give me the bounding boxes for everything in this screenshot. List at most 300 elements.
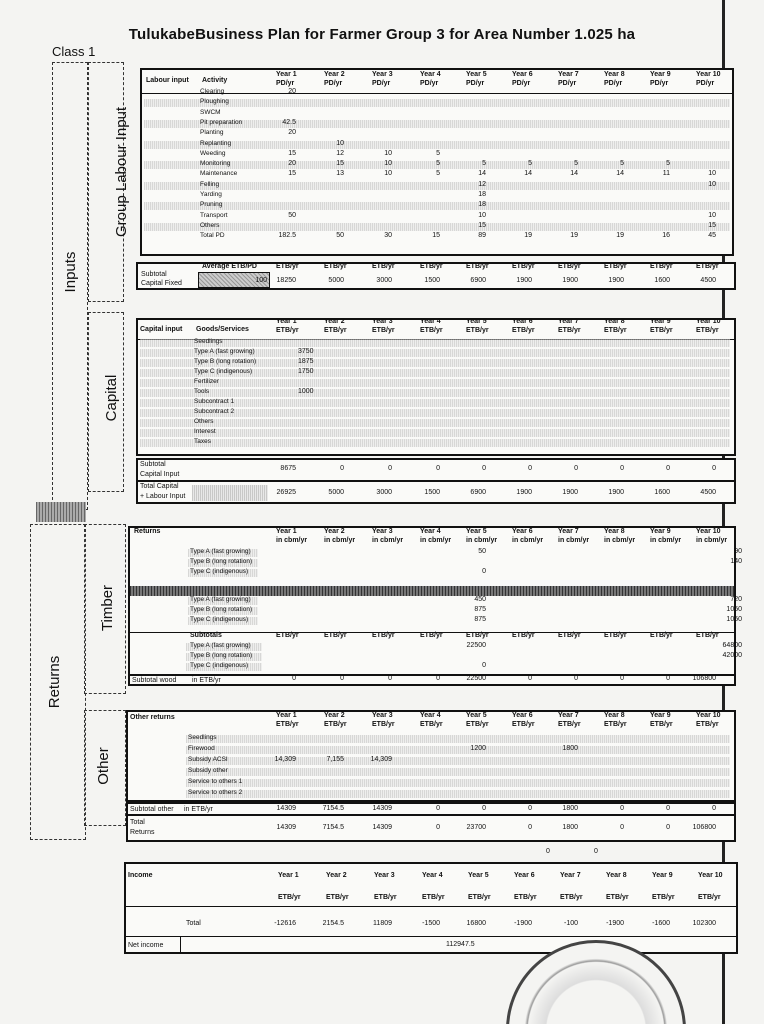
subtotal-label: Subtotal — [141, 271, 167, 278]
labour-row-shade — [144, 141, 730, 149]
labour-year-1: Year 1 — [276, 71, 297, 78]
other-year-5: Year 5 — [466, 712, 487, 719]
extra-zero-2: 0 — [594, 848, 598, 855]
labour-cell: 45 — [708, 232, 716, 240]
capital-item-7: Subcontract 2 — [194, 408, 235, 415]
capital-unit-1: ETB/yr — [276, 327, 299, 334]
capital-item-0: Seedlings — [194, 338, 223, 345]
labour-cell: 15 — [708, 221, 716, 229]
timber-year-8: Year 8 — [604, 528, 625, 535]
timber-c-y10: 42000 — [722, 652, 742, 659]
extra-zero-1: 0 — [546, 848, 550, 855]
total-returns-cell: 0 — [620, 824, 624, 831]
timber-year-6: Year 6 — [512, 528, 533, 535]
income-label: Income — [128, 872, 153, 879]
labour-subtotal-cell: 5000 — [328, 277, 344, 284]
timber-subtotal-cell: 0 — [666, 675, 670, 682]
other-year-2: Year 2 — [324, 712, 345, 719]
capital-total-cell: 4500 — [700, 489, 716, 496]
total-returns-cell: 0 — [528, 824, 532, 831]
capital-value-5: 1000 — [298, 388, 314, 395]
labour-year-2: Year 2 — [324, 71, 345, 78]
income-unit: ETB/yr — [326, 894, 349, 901]
capital-unit-7: ETB/yr — [558, 327, 581, 334]
income-total-cell: 2154.5 — [322, 920, 344, 927]
capital-value-3: 1750 — [298, 368, 314, 375]
income-unit: ETB/yr — [278, 894, 301, 901]
timber-a-name-0: Type A (fast growing) — [190, 548, 251, 555]
timber-etb-unit: ETB/yr — [466, 632, 489, 639]
labour-year-3: Year 3 — [372, 71, 393, 78]
labour-cell: 10 — [478, 211, 486, 219]
capital-year-8: Year 8 — [604, 318, 625, 325]
labour-avg-unit: ETB/yr — [604, 263, 627, 270]
labour-cell: 20 — [288, 129, 296, 137]
labour-activity-10: Yarding — [200, 191, 222, 198]
capital-year-1: Year 1 — [276, 318, 297, 325]
income-year-2: Year 2 — [326, 872, 347, 879]
other-row-shade — [186, 790, 730, 798]
income-year-6: Year 6 — [514, 872, 535, 879]
income-col-rule — [180, 936, 181, 954]
labour-activity-14: Total PD — [200, 232, 225, 240]
other-label: Other — [95, 747, 112, 785]
labour-year-6: Year 6 — [512, 71, 533, 78]
capital-label: Capital — [103, 374, 120, 422]
capital-unit-5: ETB/yr — [466, 327, 489, 334]
other-subtotal-cell: 0 — [482, 805, 486, 812]
labour-cell: 10 — [384, 160, 392, 168]
labour-cell: 5 — [620, 160, 624, 168]
labour-unit-7: PD/yr — [558, 80, 577, 87]
inputs-label: Inputs — [62, 251, 79, 293]
timber-etb-unit: ETB/yr — [604, 632, 627, 639]
class-label: Class 1 — [52, 44, 96, 59]
labour-cell: 5 — [436, 170, 440, 178]
timber-subtotal-cell: 0 — [574, 675, 578, 682]
labour-cell: 89 — [478, 232, 486, 240]
labour-year-5: Year 5 — [466, 71, 487, 78]
labour-activity-13: Others — [200, 221, 220, 229]
capital-unit-2: ETB/yr — [324, 327, 347, 334]
labour-avg-unit: ETB/yr — [466, 263, 489, 270]
capital-value-1: 3750 — [298, 348, 314, 355]
goods-services-header: Goods/Services — [196, 326, 249, 333]
labour-row-shade — [144, 99, 730, 107]
labour-unit-8: PD/yr — [604, 80, 623, 87]
income-total-cell: -1500 — [422, 920, 440, 927]
capital-item-5: Tools — [194, 388, 210, 395]
capital-unit-4: ETB/yr — [420, 327, 443, 334]
labour-year-9: Year 9 — [650, 71, 671, 78]
labour-cell: 19 — [616, 232, 624, 240]
timber-etb-unit: ETB/yr — [276, 632, 299, 639]
labour-cell: 5 — [436, 149, 440, 157]
income-unit: ETB/yr — [422, 894, 445, 901]
timber-divider-bar — [130, 586, 734, 596]
capital-total-cell: 6900 — [470, 489, 486, 496]
timber-c-name-2: Type C (indigenous) — [190, 662, 249, 669]
capital-fixed-label: Capital Fixed — [141, 280, 182, 287]
labour-subtotal-cell: 1600 — [654, 277, 670, 284]
other-returns-header: Other returns — [130, 714, 175, 721]
other-item-5: Service to others 2 — [188, 789, 243, 796]
capital-subtotal-cell: 0 — [528, 465, 532, 472]
labour-avg-unit: ETB/yr — [420, 263, 443, 270]
avg-etb-input[interactable] — [198, 272, 270, 288]
labour-cell: 10 — [336, 139, 344, 147]
capital-subtotal-cell: 0 — [340, 465, 344, 472]
labour-activity-9: Felling — [200, 180, 220, 188]
timber-c-y5: 0 — [482, 662, 486, 669]
capital-input-label: Capital Input — [140, 471, 180, 478]
labour-cell: 15 — [478, 221, 486, 229]
timber-b-name-2: Type C (indigenous) — [190, 616, 249, 623]
total-returns-cell: 1800 — [562, 824, 578, 831]
capital-row-shade — [140, 389, 730, 397]
timber-b-y10: 720 — [730, 596, 742, 603]
timber-year-7: Year 7 — [558, 528, 579, 535]
other-unit-7: ETB/yr — [558, 721, 581, 728]
capital-row-shade — [140, 439, 730, 447]
other-unit-3: ETB/yr — [372, 721, 395, 728]
capital-subtotal-cell: 0 — [666, 465, 670, 472]
labour-cell: 16 — [662, 232, 670, 240]
labour-subtotal-cell: 1500 — [424, 277, 440, 284]
timber-label: Timber — [99, 584, 116, 632]
capital-year-5: Year 5 — [466, 318, 487, 325]
other-cell: 7,155 — [326, 756, 344, 763]
labour-cell: 13 — [336, 170, 344, 178]
timber-subtotal-cell: 22500 — [466, 675, 486, 682]
labour-avg-unit: ETB/yr — [696, 263, 719, 270]
income-year-1: Year 1 — [278, 872, 299, 879]
capital-item-10: Taxes — [194, 438, 211, 445]
income-total-cell: -100 — [563, 920, 578, 927]
labour-cell: 19 — [524, 232, 532, 240]
subtotal-other-unit: in ETB/yr — [184, 806, 213, 813]
labour-unit-3: PD/yr — [372, 80, 391, 87]
income-year-8: Year 8 — [606, 872, 627, 879]
labour-cell: 182.5 — [278, 232, 296, 240]
activity-header: Activity — [202, 77, 228, 84]
other-unit-8: ETB/yr — [604, 721, 627, 728]
labour-cell: 10 — [708, 211, 716, 219]
other-row-shade — [186, 768, 730, 776]
capital-item-8: Others — [194, 418, 214, 425]
labour-subtotal-cell: 6900 — [470, 277, 486, 284]
timber-subtotal-cell: 0 — [292, 675, 296, 682]
other-cell: 1800 — [562, 745, 578, 752]
net-income-value: 112947.5 — [446, 941, 475, 948]
labour-cell: 10 — [384, 170, 392, 178]
labour-year-4: Year 4 — [420, 71, 441, 78]
labour-cell: 5 — [666, 160, 670, 168]
labour-row-shade — [144, 182, 730, 190]
timber-c-name-0: Type A (fast growing) — [190, 642, 251, 649]
other-row-shade — [186, 779, 730, 787]
income-total-cell: -12616 — [274, 920, 296, 927]
subtotal-wood-label: Subtotal wood — [132, 677, 177, 684]
income-total-cell: -1900 — [514, 920, 532, 927]
capital-total-cell: 1500 — [424, 489, 440, 496]
capital-total-cell: 3000 — [376, 489, 392, 496]
labour-cell: 19 — [570, 232, 578, 240]
income-unit: ETB/yr — [606, 894, 629, 901]
other-item-4: Service to others 1 — [188, 778, 243, 785]
income-unit: ETB/yr — [560, 894, 583, 901]
labour-activity-1: Ploughing — [200, 98, 229, 106]
labour-cell: 12 — [478, 180, 486, 188]
income-total-cell: 102300 — [692, 920, 716, 927]
total-returns-cell: 7154.5 — [322, 824, 344, 831]
labour-cell: 14 — [616, 170, 624, 178]
labour-cell: 15 — [288, 149, 296, 157]
other-unit-5: ETB/yr — [466, 721, 489, 728]
income-total-cell: 11809 — [373, 920, 392, 927]
timber-a-y10: 90 — [734, 548, 742, 555]
labour-cell: 5 — [436, 160, 440, 168]
other-subtotal-cell: 0 — [528, 805, 532, 812]
timber-year-3: Year 3 — [372, 528, 393, 535]
labour-year-7: Year 7 — [558, 71, 579, 78]
timber-unit-8: in cbm/yr — [604, 537, 636, 544]
income-year-10: Year 10 — [698, 872, 723, 879]
other-cell: 14,309 — [274, 756, 296, 763]
timber-unit-5: in cbm/yr — [466, 537, 498, 544]
labour-subtotal-cell: 1900 — [516, 277, 532, 284]
labour-avg-unit: ETB/yr — [650, 263, 673, 270]
capital-year-10: Year 10 — [696, 318, 721, 325]
labour-activity-3: Pit preparation — [200, 118, 243, 126]
timber-etb-unit: ETB/yr — [650, 632, 673, 639]
labour-cell: 10 — [708, 170, 716, 178]
timber-b-name-0: Type A (fast growing) — [190, 596, 251, 603]
other-subtotal-cell: 0 — [666, 805, 670, 812]
timber-etb-unit: ETB/yr — [372, 632, 395, 639]
timber-b-name-1: Type B (long rotation) — [190, 606, 253, 613]
income-unit: ETB/yr — [374, 894, 397, 901]
labour-activity-11: Pruning — [200, 201, 223, 209]
capital-unit-8: ETB/yr — [604, 327, 627, 334]
timber-year-5: Year 5 — [466, 528, 487, 535]
timber-etb-unit: ETB/yr — [696, 632, 719, 639]
timber-subtotal-cell: 0 — [340, 675, 344, 682]
income-year-5: Year 5 — [468, 872, 489, 879]
capital-total-cell: 26925 — [276, 489, 296, 496]
income-unit: ETB/yr — [652, 894, 675, 901]
timber-b-y10: 1050 — [726, 606, 742, 613]
income-year-7: Year 7 — [560, 872, 581, 879]
capital-subtotal-label: Subtotal — [140, 461, 166, 468]
labour-unit-5: PD/yr — [466, 80, 485, 87]
income-total-label: Total — [186, 920, 201, 927]
labour-cell: 50 — [336, 232, 344, 240]
timber-unit-7: in cbm/yr — [558, 537, 590, 544]
group-labour-label: Group Labour Input — [113, 106, 130, 237]
labour-avg-unit: ETB/yr — [372, 263, 395, 270]
labour-year-8: Year 8 — [604, 71, 625, 78]
labour-cell: 5 — [482, 160, 486, 168]
labour-year-10: Year 10 — [696, 71, 721, 78]
capital-item-9: Interest — [194, 428, 216, 435]
labour-cell: 15 — [432, 232, 440, 240]
labour-unit-6: PD/yr — [512, 80, 531, 87]
labour-unit-4: PD/yr — [420, 80, 439, 87]
timber-subtotal-cell: 0 — [528, 675, 532, 682]
other-subtotal-cell: 0 — [436, 805, 440, 812]
other-row-shade — [186, 735, 730, 743]
capital-item-3: Type C (indigenous) — [194, 368, 253, 375]
capital-year-2: Year 2 — [324, 318, 345, 325]
timber-unit-3: in cbm/yr — [372, 537, 404, 544]
total-shade — [192, 485, 268, 501]
labour-activity-4: Planting — [200, 129, 224, 137]
other-year-4: Year 4 — [420, 712, 441, 719]
labour-activity-8: Maintenance — [200, 170, 238, 178]
capital-total-cell: 1900 — [516, 489, 532, 496]
labour-avg-unit: ETB/yr — [512, 263, 535, 270]
labour-cell: 30 — [384, 232, 392, 240]
page-title: TulukabeBusiness Plan for Farmer Group 3 for Area Number 1.025 ha — [128, 26, 636, 43]
capital-subtotal-cell: 0 — [436, 465, 440, 472]
labour-cell: 14 — [570, 170, 578, 178]
total-returns-cell: 23700 — [466, 824, 486, 831]
labour-cell: 14 — [524, 170, 532, 178]
other-item-3: Subsidy other — [188, 767, 228, 774]
total-returns-cell: 14309 — [276, 824, 296, 831]
capital-year-4: Year 4 — [420, 318, 441, 325]
labour-cell: 14 — [478, 170, 486, 178]
capital-unit-3: ETB/yr — [372, 327, 395, 334]
capital-item-1: Type A (fast growing) — [194, 348, 255, 355]
income-total-cell: -1600 — [652, 920, 670, 927]
total-returns-label1: Total — [130, 819, 145, 826]
capital-subtotal-cell: 0 — [620, 465, 624, 472]
timber-c-y10: 64800 — [722, 642, 742, 649]
timber-c-y5: 22500 — [466, 642, 486, 649]
other-unit-10: ETB/yr — [696, 721, 719, 728]
capital-total-cell: 1900 — [608, 489, 624, 496]
total-capital-label: Total Capital — [140, 483, 179, 490]
subtotal-other-label: Subtotal other — [130, 806, 174, 813]
labour-cell: 11 — [662, 170, 670, 178]
other-year-10: Year 10 — [696, 712, 721, 719]
avg-etb-label: Average ETB/PD — [202, 263, 257, 270]
timber-etb-unit: ETB/yr — [324, 632, 347, 639]
other-subtotal-cell: 7154.5 — [322, 805, 344, 812]
returns-label: Returns — [46, 655, 63, 709]
capital-value-2: 1875 — [298, 358, 314, 365]
labour-cell: 42.5 — [282, 118, 296, 126]
capital-row-shade — [140, 339, 730, 347]
labour-activity-6: Weeding — [200, 149, 226, 157]
other-unit-6: ETB/yr — [512, 721, 535, 728]
total-returns-cell: 0 — [436, 824, 440, 831]
labour-cell: 20 — [288, 160, 296, 168]
other-subtotal-cell: 0 — [712, 805, 716, 812]
returns-header: Returns — [134, 528, 161, 535]
net-income-label: Net income — [128, 942, 164, 949]
other-year-6: Year 6 — [512, 712, 533, 719]
income-rule-1 — [124, 906, 738, 907]
other-year-1: Year 1 — [276, 712, 297, 719]
labour-cell: 50 — [288, 211, 296, 219]
timber-a-y5: 0 — [482, 568, 486, 575]
labour-cell: 18 — [478, 191, 486, 198]
timber-subtotal-cell: 106800 — [692, 675, 716, 682]
total-returns-cell: 106800 — [692, 824, 716, 831]
income-unit: ETB/yr — [468, 894, 491, 901]
total-returns-cell: 0 — [666, 824, 670, 831]
labour-row-shade — [144, 223, 730, 231]
income-year-9: Year 9 — [652, 872, 673, 879]
total-returns-label2: Returns — [130, 829, 155, 836]
capital-unit-9: ETB/yr — [650, 327, 673, 334]
timber-subtotals-label: Subtotals — [190, 632, 222, 639]
labour-activity-12: Transport — [200, 211, 228, 219]
capital-year-7: Year 7 — [558, 318, 579, 325]
other-cell: 14,309 — [370, 756, 392, 763]
other-subtotal-cell: 14309 — [276, 805, 296, 812]
capital-subtotal-cell: 0 — [574, 465, 578, 472]
capital-item-6: Subcontract 1 — [194, 398, 235, 405]
labour-cell: 18 — [478, 201, 486, 209]
other-subtotal-cell: 14309 — [372, 805, 392, 812]
capital-year-3: Year 3 — [372, 318, 393, 325]
labour-activity-7: Monitoring — [200, 160, 231, 168]
labour-input-label: + Labour Input — [140, 493, 186, 500]
labour-avg-unit: ETB/yr — [324, 263, 347, 270]
timber-etb-unit: ETB/yr — [512, 632, 535, 639]
income-unit: ETB/yr — [514, 894, 537, 901]
other-unit-2: ETB/yr — [324, 721, 347, 728]
labour-cell: 20 — [288, 88, 296, 95]
timber-c-name-1: Type B (long rotation) — [190, 652, 253, 659]
labour-cell: 5 — [528, 160, 532, 168]
income-year-4: Year 4 — [422, 872, 443, 879]
labour-unit-10: PD/yr — [696, 80, 715, 87]
timber-subtotal-cell: 0 — [620, 675, 624, 682]
other-year-8: Year 8 — [604, 712, 625, 719]
capital-row-shade — [140, 379, 730, 387]
capital-row-shade — [140, 429, 730, 437]
income-total-cell: -1900 — [606, 920, 624, 927]
capital-subtotal-cell: 0 — [482, 465, 486, 472]
timber-unit-2: in cbm/yr — [324, 537, 356, 544]
labour-activity-0: Clearing — [200, 88, 225, 95]
labour-unit-9: PD/yr — [650, 80, 669, 87]
other-subtotal-cell: 0 — [620, 805, 624, 812]
timber-year-10: Year 10 — [696, 528, 721, 535]
capital-item-2: Type B (long rotation) — [194, 358, 257, 365]
labour-activity-2: SWCM — [200, 108, 221, 116]
capital-total-cell: 1900 — [562, 489, 578, 496]
income-total-cell: 16800 — [466, 920, 486, 927]
capital-year-9: Year 9 — [650, 318, 671, 325]
other-item-1: Firewood — [188, 745, 215, 752]
labour-avg-unit: ETB/yr — [276, 263, 299, 270]
labour-unit-1: PD/yr — [276, 80, 295, 87]
timber-subtotal-cell: 0 — [388, 675, 392, 682]
other-cell: 1200 — [470, 745, 486, 752]
avg-etb-value: 100 — [255, 277, 267, 284]
timber-a-y5: 50 — [478, 548, 486, 555]
inputs-bracket-shade — [36, 502, 86, 522]
timber-a-y10: 140 — [730, 558, 742, 565]
labour-cell: 15 — [288, 170, 296, 178]
labour-activity-5: Replanting — [200, 139, 232, 147]
